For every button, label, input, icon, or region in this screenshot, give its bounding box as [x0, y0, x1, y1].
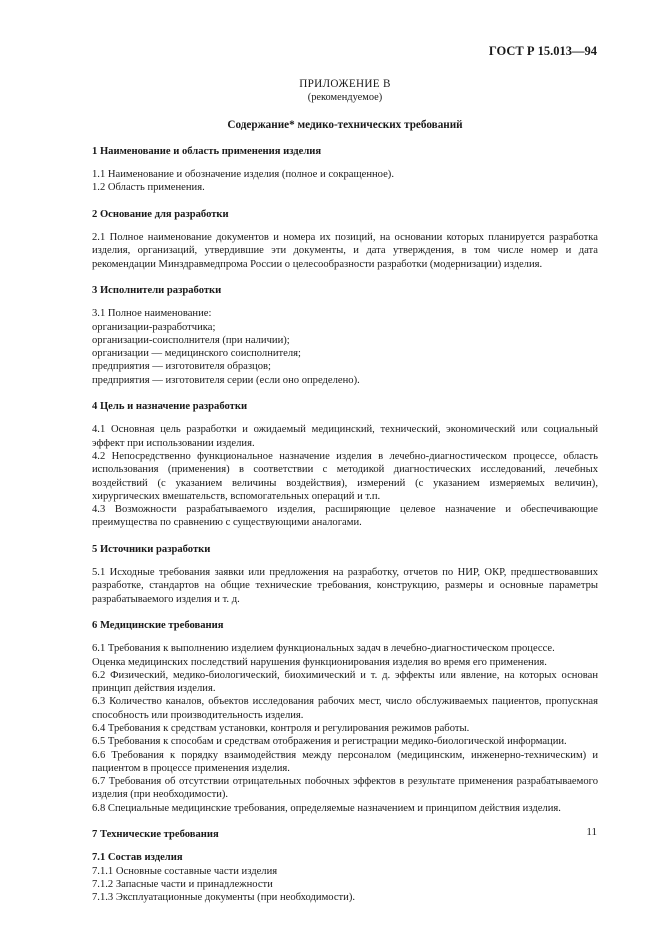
- item-7-1-2: 7.1.2 Запасные части и принадлежности: [92, 878, 273, 890]
- section-2-title: 2 Основание для разработки: [92, 208, 229, 220]
- para-2-1: 2.1 Полное наименование документов и номера их позиций, на основании которых планируется разработка изделия, организаций, утвердившие эти документы, и дата утверждения, в том числе номер и дата рекомендации Минздравмедпрома России о целесообразности разработки (модернизации) изделия.: [92, 232, 598, 270]
- section-1-title: 1 Наименование и область применения изделия: [92, 145, 322, 157]
- section-6-title: 6 Медицинские требования: [92, 619, 224, 631]
- para-6-3: 6.3 Количество каналов, объектов исследования рабочих мест, число обслуживаемых пациентов, пропускная способность или производительность изделия.: [92, 696, 598, 721]
- list-item: организации-разработчика;: [92, 321, 216, 333]
- para-6-1: 6.1 Требования к выполнению изделием функциональных задач в лечебно-диагностическом процессе.: [92, 643, 555, 655]
- para-6-4: 6.4 Требования к средствам установки, контроля и регулирования режимов работы.: [92, 722, 470, 734]
- page-number: 11: [586, 826, 597, 838]
- para-6-7: 6.7 Требования об отсутствии отрицательных побочных эффектов в результате применения разрабатываемого изделия (при необходимости).: [92, 776, 598, 801]
- para-6-2: 6.2 Физический, медико-биологический, биохимический и т. д. эффекты или явление, на которых основан принцип действия изделия.: [92, 669, 598, 695]
- para-6-5: 6.5 Требования к способам и средствам отображения и регистрации медико-биологической информации.: [92, 736, 567, 748]
- appendix-title: ПРИЛОЖЕНИЕ В: [299, 78, 391, 90]
- para-6-8: 6.8 Специальные медицинские требования, определяемые назначением и принципом действия изделия.: [92, 802, 561, 814]
- list-item: организации — медицинского соисполнителя;: [92, 348, 301, 360]
- para-5-1: 5.1 Исходные требования заявки или предложения на разработку, отчетов по НИР, ОКР, предшествовавших разработке, стандартов на общие технические требования, конструкцию, размеры и основные параметры разрабатываемого изделия и т. д.: [92, 567, 598, 605]
- para-6-1b: Оценка медицинских последствий нарушения функционирования изделия во время его применения.: [92, 656, 547, 668]
- subsection-7-1-title: 7.1 Состав изделия: [92, 852, 183, 864]
- section-4-title: 4 Цель и назначение разработки: [92, 401, 248, 413]
- gost-header: ГОСТ Р 15.013—94: [488, 44, 597, 58]
- para-4-1: 4.1 Основная цель разработки и ожидаемый медицинский, технический, экономический или социальный эффект при использовании изделия.: [92, 424, 598, 449]
- para-4-3: 4.3 Возможности разрабатываемого изделия, расширяющие целевое назначение и обеспечивающие преимущества по сравнению с существующими аналогами.: [92, 504, 598, 529]
- section-5-title: 5 Источники разработки: [92, 543, 211, 555]
- section-7-title: 7 Технические требования: [92, 829, 219, 841]
- para-1-1: 1.1 Наименование и обозначение изделия (полное и сокращенное).: [92, 169, 394, 181]
- document-title: Содержание* медико-технических требований: [227, 118, 463, 131]
- list-item: предприятия — изготовителя серии (если оно определено).: [92, 374, 360, 386]
- item-7-1-3: 7.1.3 Эксплуатационные документы (при необходимости).: [92, 892, 356, 904]
- appendix-subtitle: (рекомендуемое): [307, 92, 383, 104]
- para-4-2: 4.2 Непосредственно функциональное назначение изделия в лечебно-диагностическом процессе, область использования (применения) в соответствии с методикой диагностических исследований, лечебных воздействий (с указанием величины воздействия), измерений (с указанием измеряемых величин), хирургических вмешательств, вспомогательных операций и т.п.: [92, 450, 598, 502]
- list-item: организации-соисполнителя (при наличии);: [92, 334, 290, 346]
- para-3-1: 3.1 Полное наименование:: [92, 308, 212, 320]
- para-6-6: 6.6 Требования к порядку взаимодействия между персоналом (медицинским, инженерно-техническим) и пациентом в процессе применения изделия.: [92, 749, 598, 774]
- para-1-2: 1.2 Область применения.: [92, 182, 205, 194]
- list-item: предприятия — изготовителя образцов;: [92, 361, 271, 373]
- section-3-title: 3 Исполнители разработки: [92, 284, 222, 296]
- item-7-1-1: 7.1.1 Основные составные части изделия: [92, 865, 278, 877]
- page-content: [92, 78, 598, 905]
